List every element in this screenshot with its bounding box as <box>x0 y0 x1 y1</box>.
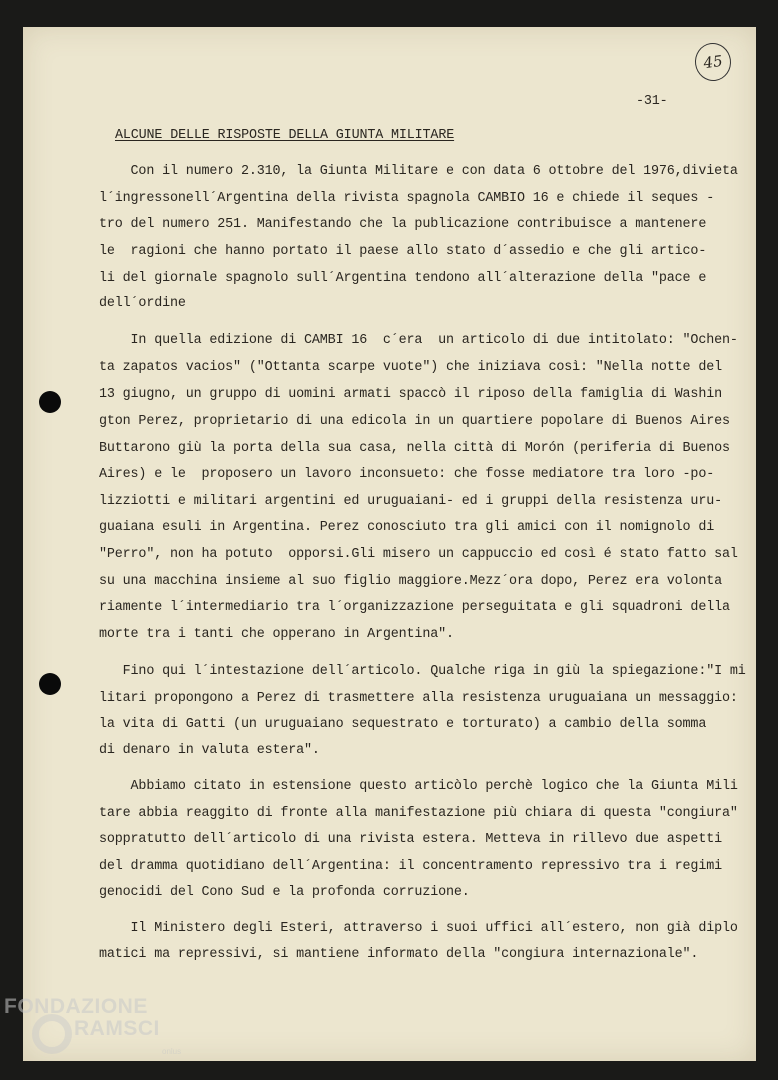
text-line: Abbiamo citato in estensione questo articòlo perchè logico che la Giunta Mili <box>99 779 738 794</box>
text-line: In quella edizione di CAMBI 16 c´era un articolo di due intitolato: "Ochen- <box>99 333 738 348</box>
document-page <box>23 27 756 1061</box>
text-line: l´ingressonell´Argentina della rivista spagnola CAMBIO 16 e chiede il seques - <box>99 191 715 206</box>
watermark-line1: FONDAZIONE <box>4 995 148 1018</box>
text-line: Con il numero 2.310, la Giunta Militare e con data 6 ottobre del 1976,divieta <box>99 164 738 179</box>
text-line: riamente l´intermediario tra l´organizzazione perseguitata e gli squadroni della <box>99 600 730 615</box>
g-logo-icon <box>32 1014 72 1054</box>
text-line: Buttarono giù la porta della sua casa, nella città di Morón (periferia di Buenos <box>99 441 730 456</box>
text-line: soppratutto dell´articolo di una rivista estera. Metteva in rillevo due aspetti <box>99 832 722 847</box>
text-line: guaiana esuli in Argentina. Perez conosciuto tra gli amici con il nomignolo di <box>99 520 715 535</box>
page-number: -31- <box>636 94 668 109</box>
punch-hole <box>39 673 61 695</box>
text-line: ta zapatos vacios" ("Ottanta scarpe vuote") che iniziava così: "Nella notte del <box>99 360 722 375</box>
watermark-line3: onlus <box>162 1047 182 1056</box>
text-line: su una macchina insieme al suo figlio maggiore.Mezz´ora dopo, Perez era volonta <box>99 574 722 589</box>
text-line: del dramma quotidiano dell´Argentina: il concentramento repressivo tra i regimi <box>99 859 722 874</box>
text-line: lizziotti e militari argentini ed uruguaiani- ed i gruppi della resistenza uru- <box>99 494 722 509</box>
text-line: genocidi del Cono Sud e la profonda corruzione. <box>99 885 470 900</box>
text-line: "Perro", non ha potuto opporsi.Gli misero un cappuccio ed così é stato fatto sal <box>99 547 738 562</box>
text-line: li del giornale spagnolo sull´Argentina tendono all´alterazione della "pace e <box>99 271 707 286</box>
text-line: tro del numero 251. Manifestando che la publicazione contribuisce a mantenere <box>99 217 707 232</box>
folio-mark: 45 <box>693 41 734 84</box>
text-line: la vita di Gatti (un uruguaiano sequestrato e torturato) a cambio della somma <box>99 717 707 732</box>
text-line: dell´ordine <box>99 296 186 311</box>
text-line: matici ma repressivi, si mantiene informato della "congiura internazionale". <box>99 947 699 962</box>
text-line: Aires) e le proposero un lavoro inconsueto: che fosse mediatore tra loro -po- <box>99 467 715 482</box>
text-line: di denaro in valuta estera". <box>99 743 320 758</box>
watermark-line2: RAMSCI <box>74 1017 160 1040</box>
punch-hole <box>39 391 61 413</box>
text-line: morte tra i tanti che opperano in Argentina". <box>99 627 454 642</box>
text-line: le ragioni che hanno portato il paese allo stato d´assedio e che gli artico- <box>99 244 707 259</box>
text-line: Fino qui l´intestazione dell´articolo. Qualche riga in giù la spiegazione:"I mi <box>99 664 746 679</box>
watermark-logo <box>4 995 182 1056</box>
text-line: tare abbia reaggito di fronte alla manifestazione più chiara di questa "congiura" <box>99 806 738 821</box>
document-title: ALCUNE DELLE RISPOSTE DELLA GIUNTA MILITARE <box>115 128 455 143</box>
text-line: Il Ministero degli Esteri, attraverso i suoi uffici all´estero, non già diplo <box>99 921 738 936</box>
text-line: 13 giugno, un gruppo di uomini armati spaccò il riposo della famiglia di Washin <box>99 387 722 402</box>
text-line: gton Perez, proprietario di una edicola in un quartiere popolare di Buenos Aires <box>99 414 730 429</box>
text-line: litari propongono a Perez di trasmettere alla resistenza uruguaiana un messaggio: <box>99 691 738 706</box>
